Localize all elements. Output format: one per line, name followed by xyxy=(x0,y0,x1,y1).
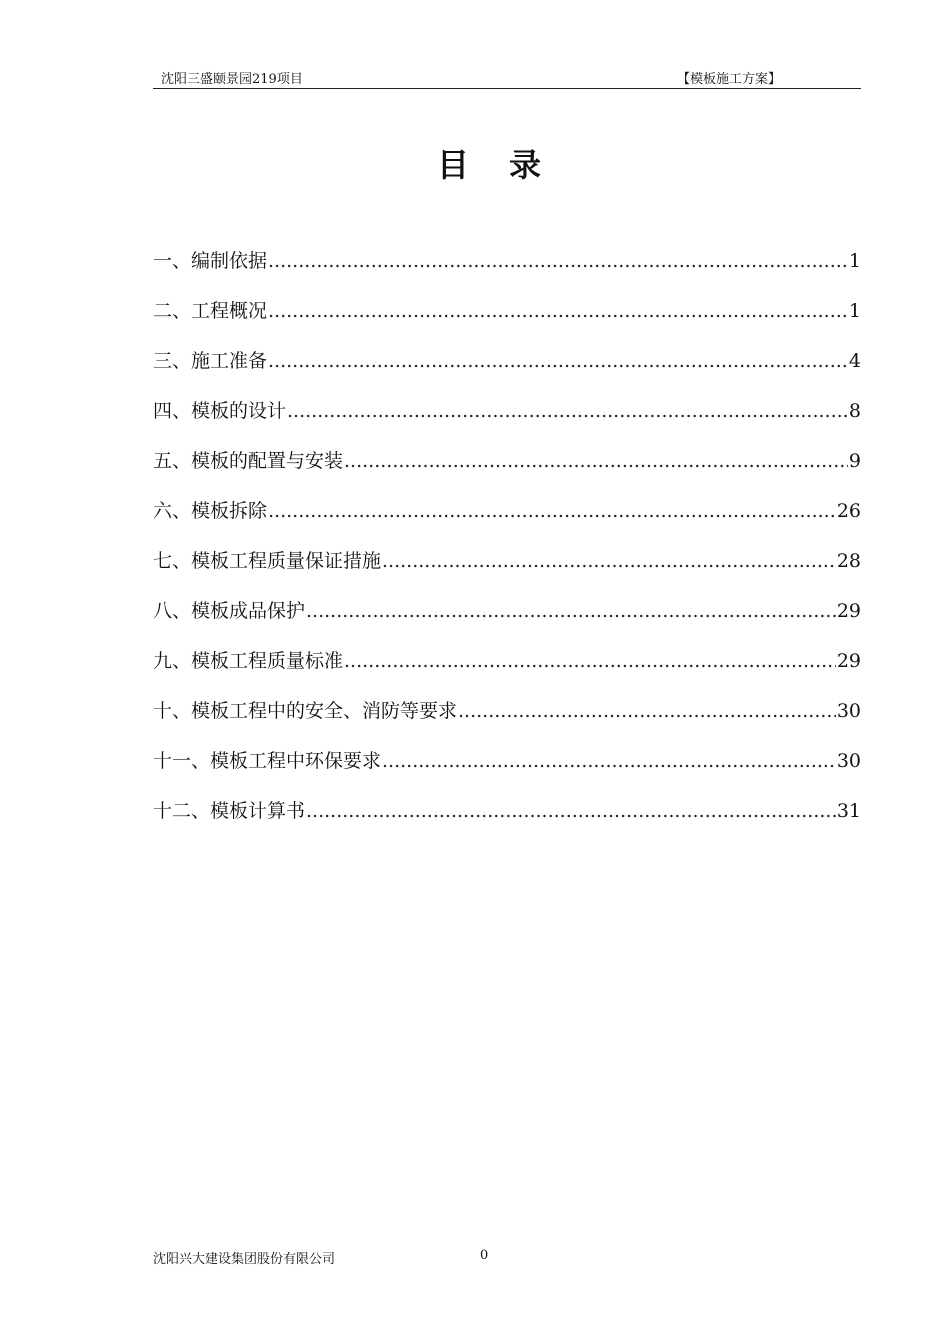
toc-entry-label: 十、模板工程中的安全、消防等要求 xyxy=(153,700,458,722)
toc-entry-page: 30 xyxy=(836,750,861,772)
toc-entry-page: 29 xyxy=(836,600,861,622)
toc-dot-leader xyxy=(268,346,848,376)
toc-entry-label: 二、工程概况 xyxy=(153,300,268,322)
toc-entry-page: 29 xyxy=(836,650,861,672)
toc-dot-leader xyxy=(458,696,836,726)
toc-entry-page: 9 xyxy=(848,450,861,472)
header-document-title: 【模板施工方案】 xyxy=(676,72,781,87)
toc-entry-label: 一、编制依据 xyxy=(153,250,268,272)
toc-title: 目录 xyxy=(436,146,581,184)
toc-entry-page: 31 xyxy=(836,800,861,822)
toc-entry-page: 8 xyxy=(848,400,861,422)
toc-entry-page: 1 xyxy=(848,250,861,272)
toc-entry-label: 六、模板拆除 xyxy=(153,500,268,522)
toc-entry[interactable] xyxy=(153,696,861,746)
toc-entry[interactable] xyxy=(153,546,861,596)
toc-entry[interactable] xyxy=(153,596,861,646)
toc-dot-leader xyxy=(268,246,848,276)
toc-entry[interactable] xyxy=(153,796,861,846)
page-header xyxy=(153,66,861,89)
toc-entry-page: 4 xyxy=(848,350,861,372)
header-project-name: 沈阳三盛颐景园219项目 xyxy=(161,72,303,87)
toc-dot-leader xyxy=(344,646,836,676)
toc-entry-label: 四、模板的设计 xyxy=(153,400,287,422)
toc-entry[interactable] xyxy=(153,446,861,496)
footer-company-name: 沈阳兴大建设集团股份有限公司 xyxy=(153,1252,336,1267)
toc-entry[interactable] xyxy=(153,246,861,296)
toc-entry-page: 28 xyxy=(836,550,861,572)
toc-entry[interactable] xyxy=(153,296,861,346)
toc-dot-leader xyxy=(287,396,848,426)
toc-entry-label: 十二、模板计算书 xyxy=(153,800,306,822)
toc-entry-page: 30 xyxy=(836,700,861,722)
toc-dot-leader xyxy=(268,496,836,526)
toc-dot-leader xyxy=(382,546,836,576)
toc-entry[interactable] xyxy=(153,346,861,396)
toc-dot-leader xyxy=(344,446,848,476)
table-of-contents xyxy=(153,246,861,846)
toc-entry[interactable] xyxy=(153,746,861,796)
toc-dot-leader xyxy=(306,596,836,626)
toc-entry[interactable] xyxy=(153,646,861,696)
toc-entry[interactable] xyxy=(153,496,861,546)
toc-entry-page: 1 xyxy=(848,300,861,322)
footer-page-number: 0 xyxy=(480,1248,489,1263)
toc-entry-page: 26 xyxy=(836,500,861,522)
toc-entry-label: 三、施工准备 xyxy=(153,350,268,372)
toc-entry-label: 五、模板的配置与安装 xyxy=(153,450,344,472)
toc-dot-leader xyxy=(268,296,848,326)
toc-entry-label: 七、模板工程质量保证措施 xyxy=(153,550,382,572)
toc-entry-label: 八、模板成品保护 xyxy=(153,600,306,622)
toc-dot-leader xyxy=(382,746,836,776)
toc-entry[interactable] xyxy=(153,396,861,446)
toc-entry-label: 九、模板工程质量标准 xyxy=(153,650,344,672)
toc-entry-label: 十一、模板工程中环保要求 xyxy=(153,750,382,772)
toc-dot-leader xyxy=(306,796,836,826)
